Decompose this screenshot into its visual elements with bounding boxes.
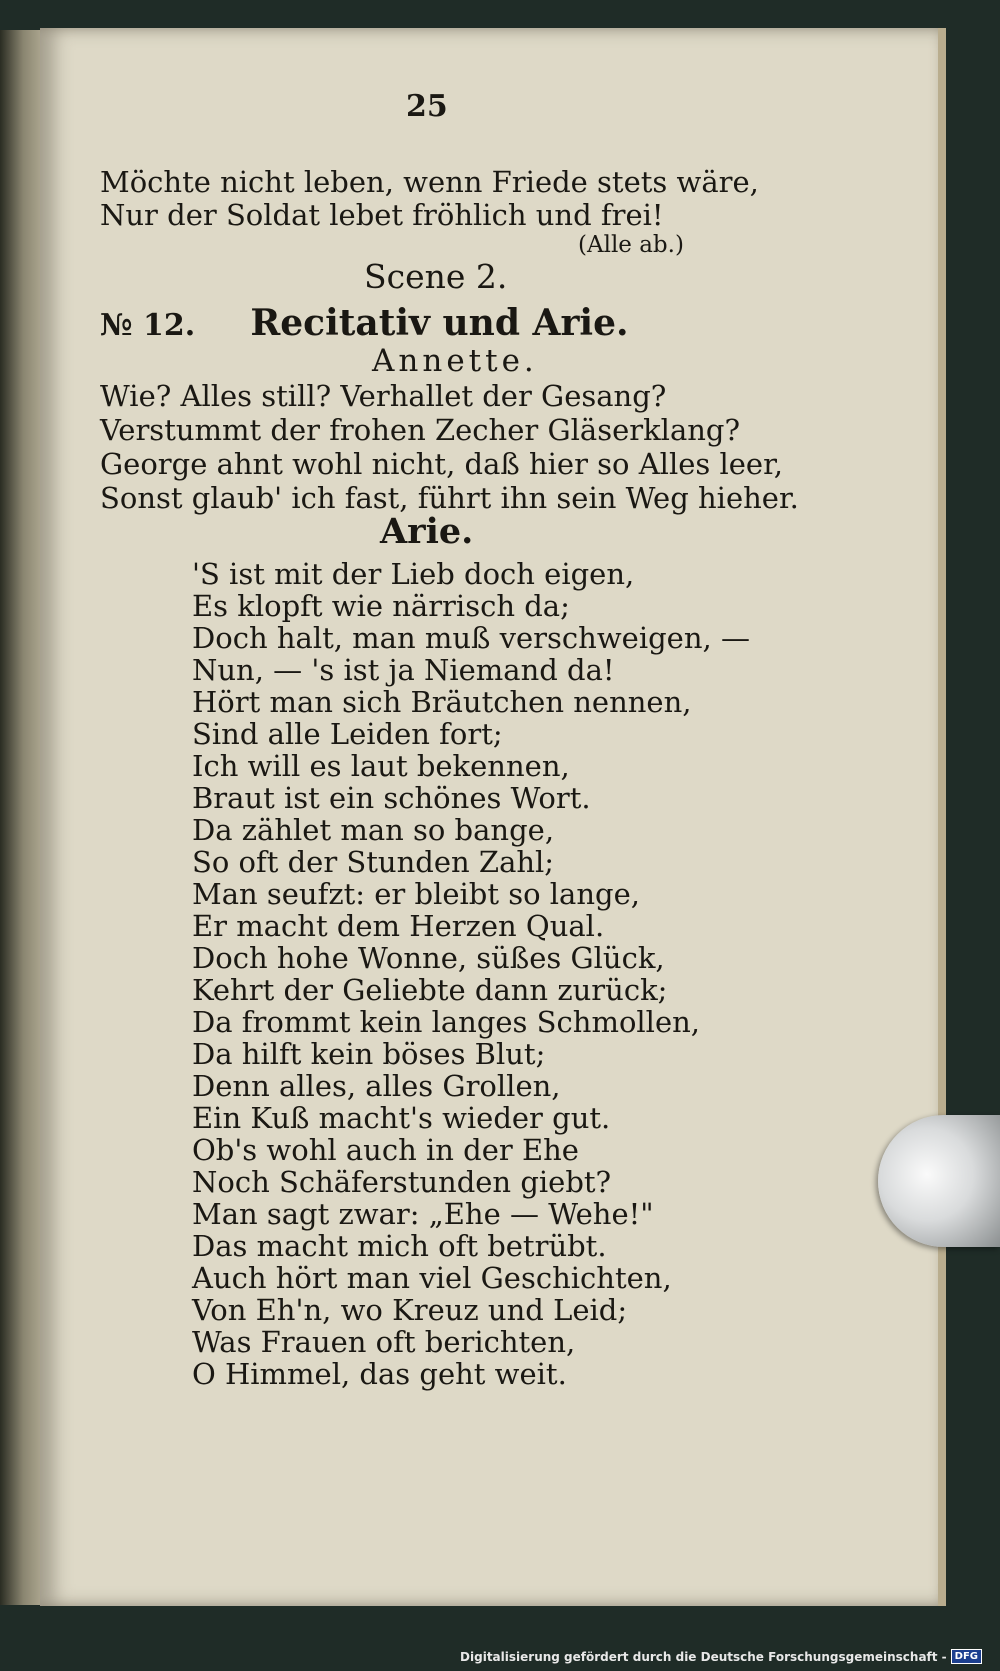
recitative-line: Verstummt der frohen Zecher Gläserklang? [100, 413, 741, 447]
arie-line: Es klopft wie närrisch da; [192, 589, 570, 623]
page-edge [938, 28, 946, 1606]
arie-line: Da frommt kein langes Schmollen, [192, 1005, 701, 1039]
arie-line: Sind alle Leiden fort; [192, 717, 503, 751]
recitative-line: George ahnt wohl nicht, daß hier so Alles leer, [100, 447, 783, 481]
page-holder-clip [878, 1115, 1000, 1247]
credit-text: Digitalisierung gefördert durch die Deutsche Forschungsgemeinschaft - [460, 1649, 947, 1664]
stage-direction: (Alle ab.) [578, 232, 684, 258]
arie-line: Ob's wohl auch in der Ehe [192, 1133, 579, 1167]
arie-line: Er macht dem Herzen Qual. [192, 909, 605, 943]
arie-line: Was Frauen oft berichten, [192, 1325, 576, 1359]
arie-line: Kehrt der Geliebte dann zurück; [192, 973, 668, 1007]
arie-line: Denn alles, alles Grollen, [192, 1069, 561, 1103]
number-title-text: Recitativ und Arie. [250, 302, 629, 344]
verse-line: Nur der Soldat lebet fröhlich und frei! [100, 198, 664, 232]
arie-line: Ich will es laut bekennen, [192, 749, 570, 783]
arie-line: Da hilft kein böses Blut; [192, 1037, 546, 1071]
recitative-line: Sonst glaub' ich fast, führt ihn sein Weg hieher. [100, 481, 799, 515]
speaker-name: Annette. [372, 343, 538, 379]
dfg-logo-icon: DFG [951, 1649, 982, 1664]
arie-line: O Himmel, das geht weit. [192, 1357, 567, 1391]
scene-heading: Scene 2. [364, 257, 508, 296]
arie-line: Man seufzt: er bleibt so lange, [192, 877, 640, 911]
arie-line: Man sagt zwar: „Ehe — Wehe!" [192, 1197, 654, 1231]
arie-line: Noch Schäferstunden giebt? [192, 1165, 612, 1199]
arie-line: Auch hört man viel Geschichten, [192, 1261, 672, 1295]
arie-line: Braut ist ein schönes Wort. [192, 781, 591, 815]
number-title [100, 302, 629, 344]
arie-heading: Arie. [380, 511, 474, 552]
arie-line: Das macht mich oft betrübt. [192, 1229, 607, 1263]
arie-line: Hört man sich Bräutchen nennen, [192, 685, 692, 719]
arie-line: So oft der Stunden Zahl; [192, 845, 555, 879]
page-number: 25 [406, 89, 448, 124]
arie-line: 'S ist mit der Lieb doch eigen, [192, 557, 635, 591]
arie-line: Doch hohe Wonne, süßes Glück, [192, 941, 665, 975]
arie-line: Von Eh'n, wo Kreuz und Leid; [192, 1293, 628, 1327]
arie-line: Ein Kuß macht's wieder gut. [192, 1101, 611, 1135]
number-label: № 12. [100, 308, 196, 343]
arie-line: Nun, — 's ist ja Niemand da! [192, 653, 615, 687]
arie-line: Da zählet man so bange, [192, 813, 555, 847]
recitative-line: Wie? Alles still? Verhallet der Gesang? [100, 379, 667, 413]
verse-line: Möchte nicht leben, wenn Friede stets wäre, [100, 165, 759, 199]
digitization-credit [460, 1649, 982, 1664]
arie-line: Doch halt, man muß verschweigen, — [192, 621, 750, 655]
